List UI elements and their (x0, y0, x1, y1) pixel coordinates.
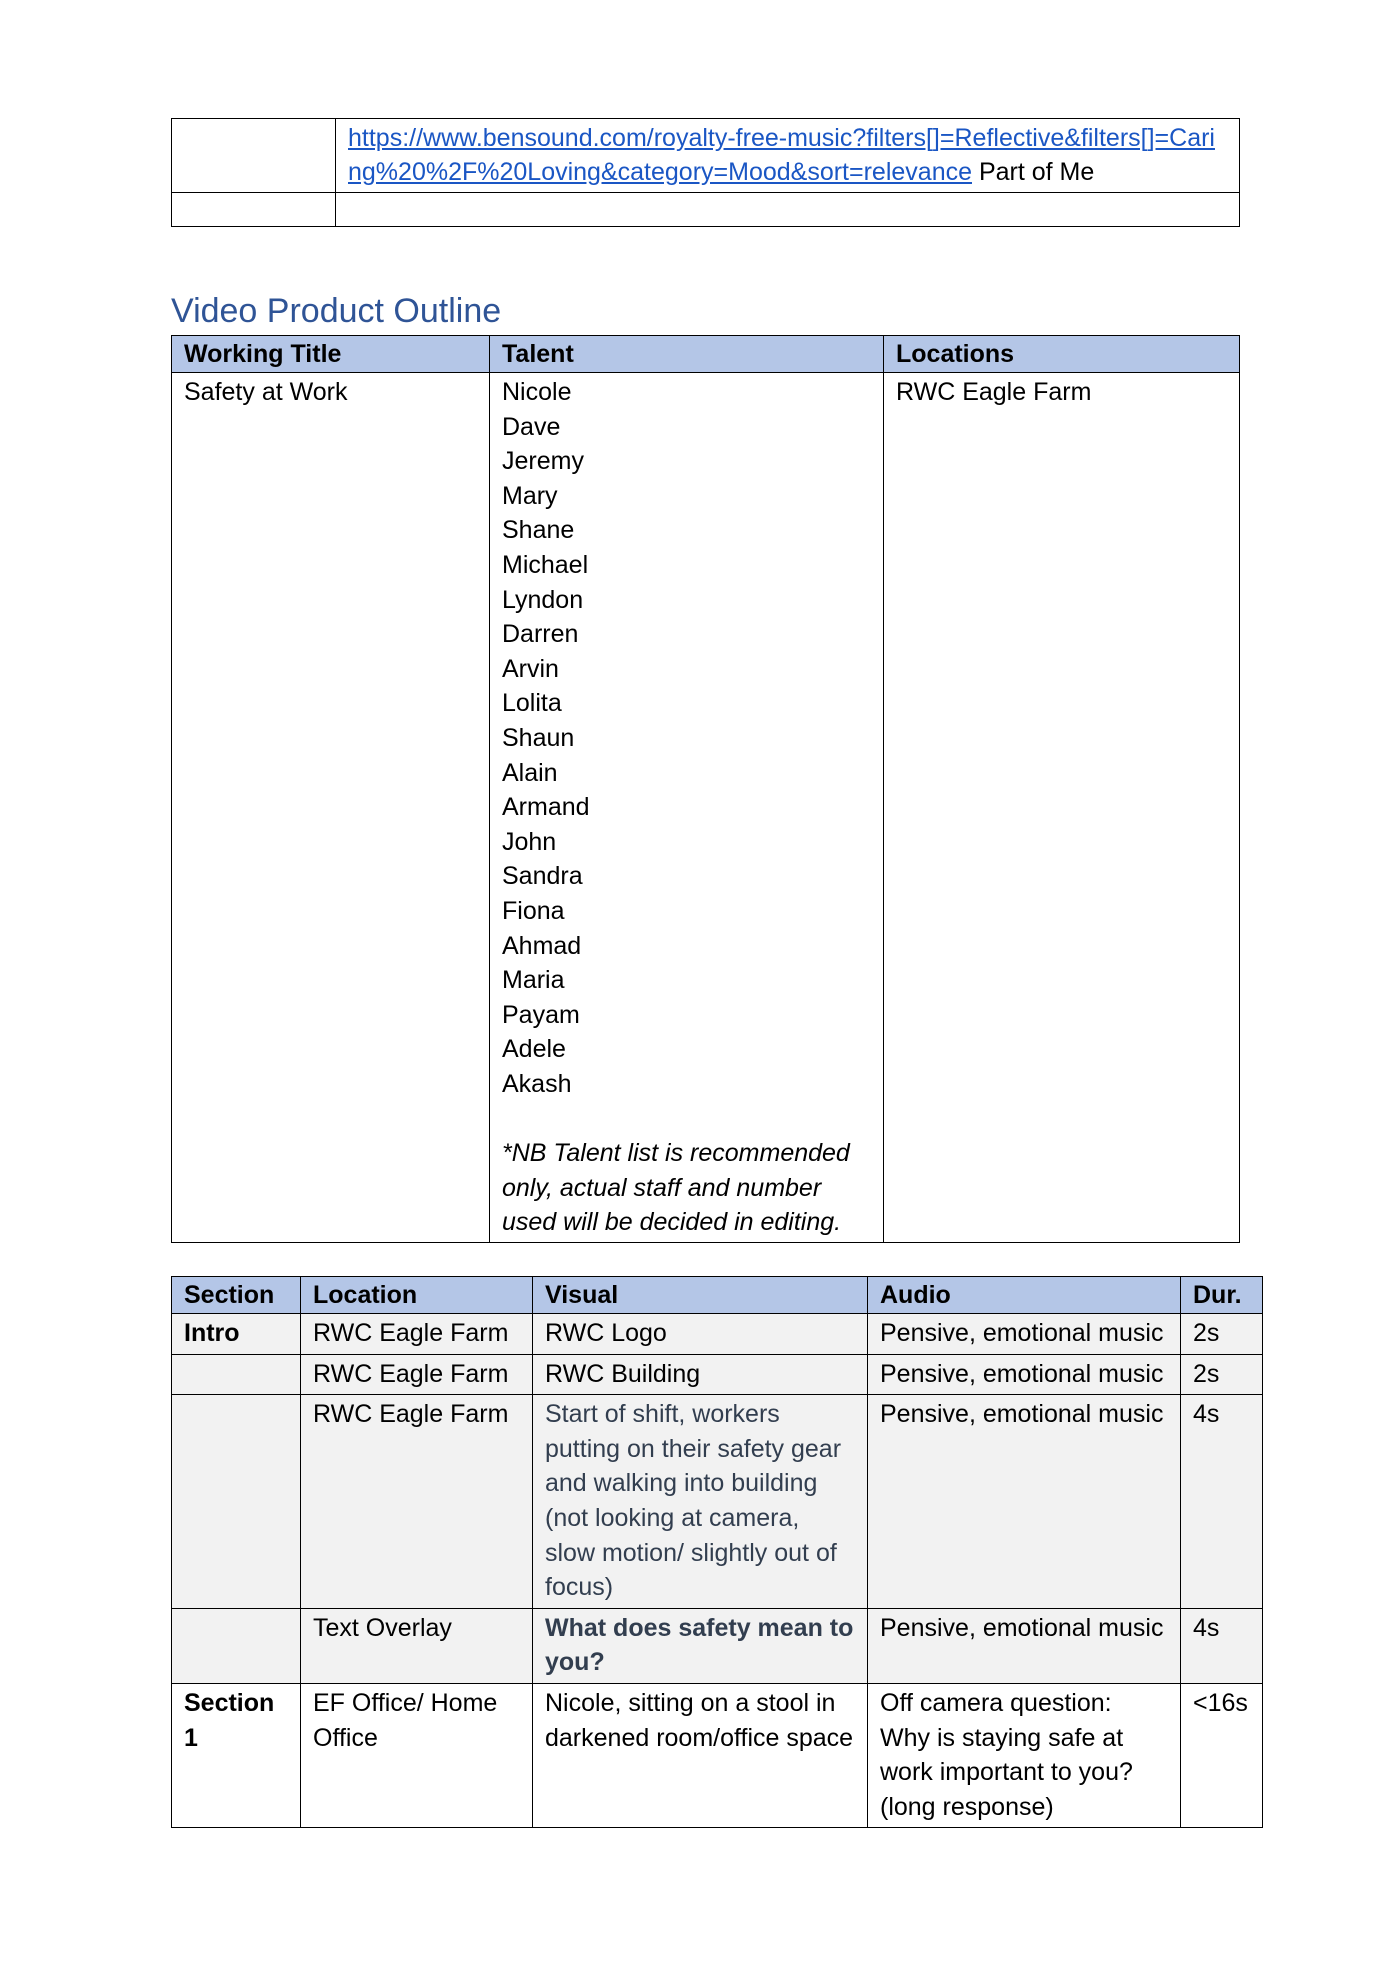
talent-name: Alain (502, 758, 558, 787)
schedule-row (172, 1354, 1263, 1395)
schedule-row (172, 1608, 1263, 1683)
outline-table (171, 335, 1240, 1243)
row-visual: Nicole, sitting on a stool in darkened room/office space (533, 1683, 868, 1827)
talent-name: Darren (502, 620, 579, 649)
talent-name: Akash (502, 1069, 572, 1098)
row-audio: Pensive, emotional music (868, 1395, 1181, 1609)
talent-name: Jeremy (502, 447, 584, 476)
schedule-table (171, 1276, 1263, 1828)
talent-name: Sandra (502, 862, 583, 891)
talent-name: Mary (502, 481, 558, 510)
header-section: Section (172, 1277, 301, 1314)
talent-cell (490, 373, 884, 1243)
header-talent: Talent (490, 336, 884, 373)
row-audio: Pensive, emotional music (868, 1314, 1181, 1355)
music-row-empty (172, 193, 1240, 227)
talent-name: Shaun (502, 723, 575, 752)
row-location: RWC Eagle Farm (301, 1395, 533, 1609)
row-section (172, 1354, 301, 1395)
header-duration: Dur. (1181, 1277, 1263, 1314)
row-location: RWC Eagle Farm (301, 1314, 533, 1355)
row-location: Text Overlay (301, 1608, 533, 1683)
row-duration: 2s (1181, 1354, 1263, 1395)
schedule-header-row (172, 1277, 1263, 1314)
row-section: Section 1 (172, 1683, 301, 1827)
talent-name: Dave (502, 412, 561, 441)
talent-list (502, 375, 871, 1101)
talent-name: Arvin (502, 654, 559, 683)
talent-name: Adele (502, 1035, 566, 1064)
music-row-label (172, 193, 336, 227)
working-title-value: Safety at Work (172, 373, 490, 1243)
talent-name: John (502, 827, 557, 856)
talent-name: Armand (502, 793, 590, 822)
schedule-row (172, 1395, 1263, 1609)
talent-name: Michael (502, 550, 589, 579)
talent-name: Nicole (502, 378, 572, 406)
row-audio: Pensive, emotional music (868, 1354, 1181, 1395)
talent-name: Shane (502, 516, 575, 545)
talent-note: *NB Talent list is recommended only, actual staff and number used will be decided in editing. (502, 1139, 850, 1237)
outline-heading: Video Product Outline (171, 292, 502, 330)
row-location: RWC Eagle Farm (301, 1354, 533, 1395)
music-row-content (336, 193, 1240, 227)
header-visual: Visual (533, 1277, 868, 1314)
location-value: RWC Eagle Farm (884, 373, 1240, 1243)
header-location: Location (301, 1277, 533, 1314)
row-visual: RWC Logo (533, 1314, 868, 1355)
music-row-label (172, 119, 336, 193)
row-audio: Pensive, emotional music (868, 1608, 1181, 1683)
header-working-title: Working Title (172, 336, 490, 373)
music-link[interactable]: https://www.bensound.com/royalty-free-music?filters[]=Reflective&filters[]=Caring%20%2F%20Loving&category=Mood&sort=relevance (348, 124, 1215, 186)
row-location: EF Office/ Home Office (301, 1683, 533, 1827)
row-audio: Off camera question: Why is staying safe at work important to you? (long response) (868, 1683, 1181, 1827)
row-visual: RWC Building (533, 1354, 868, 1395)
row-section: Intro (172, 1314, 301, 1355)
talent-name: Lolita (502, 689, 562, 718)
music-row-content (336, 119, 1240, 193)
row-duration: 4s (1181, 1395, 1263, 1609)
row-section (172, 1608, 301, 1683)
talent-name: Fiona (502, 896, 565, 925)
row-duration: <16s (1181, 1683, 1263, 1827)
row-duration: 2s (1181, 1314, 1263, 1355)
schedule-row (172, 1683, 1263, 1827)
header-audio: Audio (868, 1277, 1181, 1314)
row-visual: Start of shift, workers putting on their safety gear and walking into building (not looking at camera, slow motion/ slightly out of focus) (533, 1395, 868, 1609)
talent-name: Lyndon (502, 585, 584, 614)
talent-name: Payam (502, 1000, 580, 1029)
talent-name: Ahmad (502, 931, 582, 960)
music-track-name: Part of Me (972, 158, 1095, 186)
talent-name: Maria (502, 966, 565, 995)
schedule-row (172, 1314, 1263, 1355)
music-table (171, 118, 1240, 227)
outline-header-row (172, 336, 1240, 373)
music-row (172, 119, 1240, 193)
row-duration: 4s (1181, 1608, 1263, 1683)
outline-row (172, 373, 1240, 1243)
row-section (172, 1395, 301, 1609)
header-locations: Locations (884, 336, 1240, 373)
row-visual: What does safety mean to you? (533, 1608, 868, 1683)
